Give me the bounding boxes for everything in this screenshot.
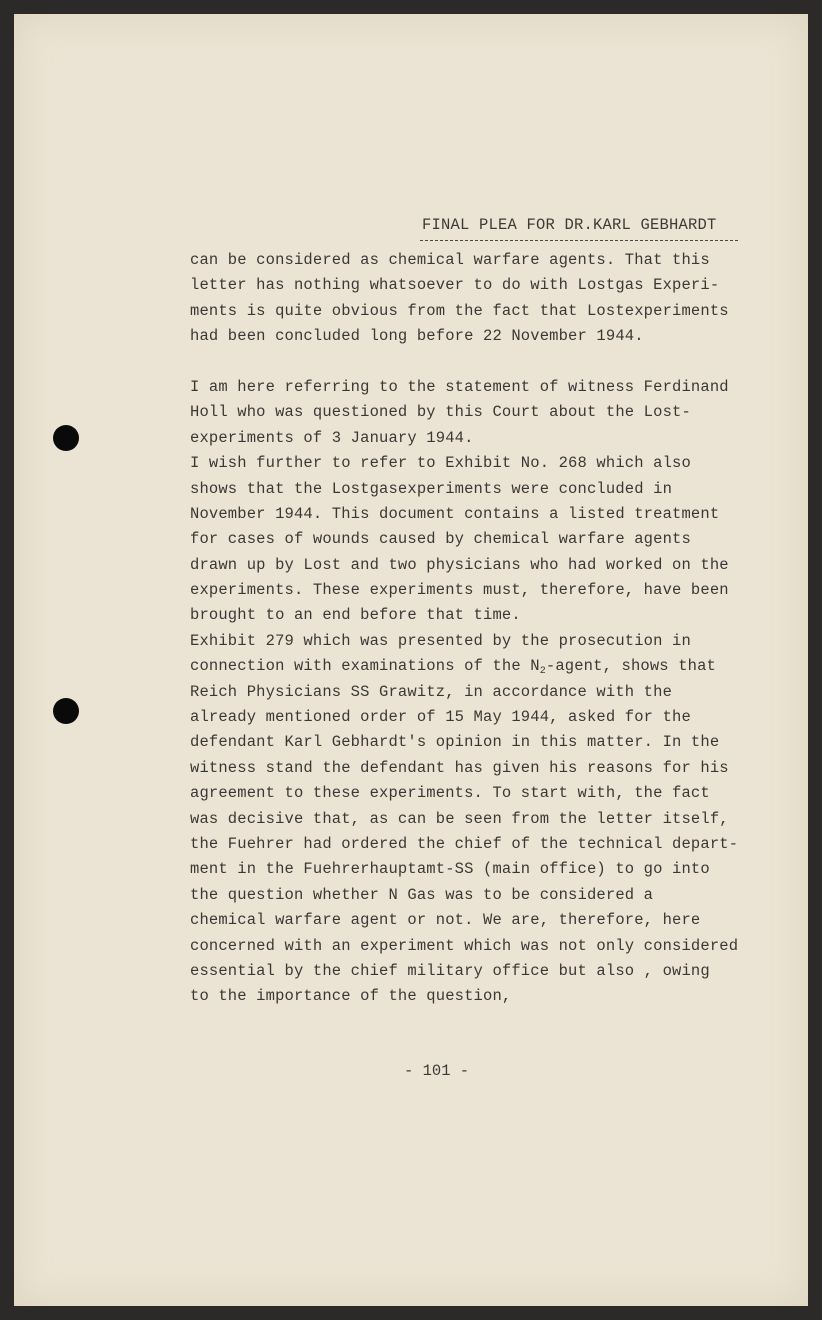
text-line: ments is quite obvious from the fact that Lostexperiments: [190, 301, 729, 320]
text-line: Holl who was questioned by this Court about the Lost-: [190, 403, 691, 422]
body-text: [190, 248, 780, 1010]
text-line-faint: [190, 350, 780, 375]
text-line: witness stand the defendant has given his reasons for his: [190, 758, 729, 777]
text-line: I wish further to refer to Exhibit No. 268 which also: [190, 454, 691, 473]
text-line: the question whether N Gas was to be considered a: [190, 885, 654, 904]
text-line: was decisive that, as can be seen from the letter itself,: [190, 809, 729, 828]
page-number: - 101 -: [404, 1062, 470, 1080]
text-line: already mentioned order of 15 May 1944, asked for the: [190, 708, 691, 727]
text-line: experiments of 3 January 1944.: [190, 428, 474, 447]
text-line: letter has nothing whatsoever to do with Lostgas Experi-: [190, 276, 720, 295]
text-line: Exhibit 279 which was presented by the prosecution in: [190, 631, 691, 650]
text-line: brought to an end before that time.: [190, 606, 521, 625]
text-line: shows that the Lostgasexperiments were concluded in: [190, 479, 673, 498]
header-underline: [420, 240, 738, 241]
document-page: [14, 14, 808, 1306]
text-line: for cases of wounds caused by chemical warfare agents: [190, 530, 691, 549]
text-line: agreement to these experiments. To start with, the fact: [190, 784, 710, 803]
text-segment: connection with examinations of the N: [190, 657, 540, 676]
punch-hole: [53, 698, 79, 724]
text-line: essential by the chief military office but also , owing: [190, 961, 710, 980]
text-line: concerned with an experiment which was not only considered: [190, 936, 739, 955]
text-line: chemical warfare agent or not. We are, therefore, here: [190, 911, 701, 930]
text-line: November 1944. This document contains a listed treatment: [190, 504, 720, 523]
text-line-with-subscript: [190, 654, 780, 679]
text-line: the Fuehrer had ordered the chief of the technical depart-: [190, 834, 739, 853]
punch-hole: [53, 425, 79, 451]
page-header: FINAL PLEA FOR DR.KARL GEBHARDT: [422, 216, 717, 234]
text-line: had been concluded long before 22 November 1944.: [190, 327, 644, 346]
subscript: 2: [539, 666, 546, 678]
text-line: defendant Karl Gebhardt's opinion in this matter. In the: [190, 733, 720, 752]
text-line: drawn up by Lost and two physicians who had worked on the: [190, 555, 729, 574]
text-line: to the importance of the question,: [190, 987, 512, 1006]
text-line: can be considered as chemical warfare agents. That this: [190, 251, 710, 269]
text-line: ment in the Fuehrerhauptamt-SS (main office) to go into: [190, 860, 710, 879]
text-segment: -agent, shows that: [545, 657, 717, 676]
text-line: experiments. These experiments must, therefore, have been: [190, 581, 729, 600]
text-line: I am here referring to the statement of witness Ferdinand: [190, 377, 729, 396]
text-line: Reich Physicians SS Grawitz, in accordance with the: [190, 682, 673, 701]
